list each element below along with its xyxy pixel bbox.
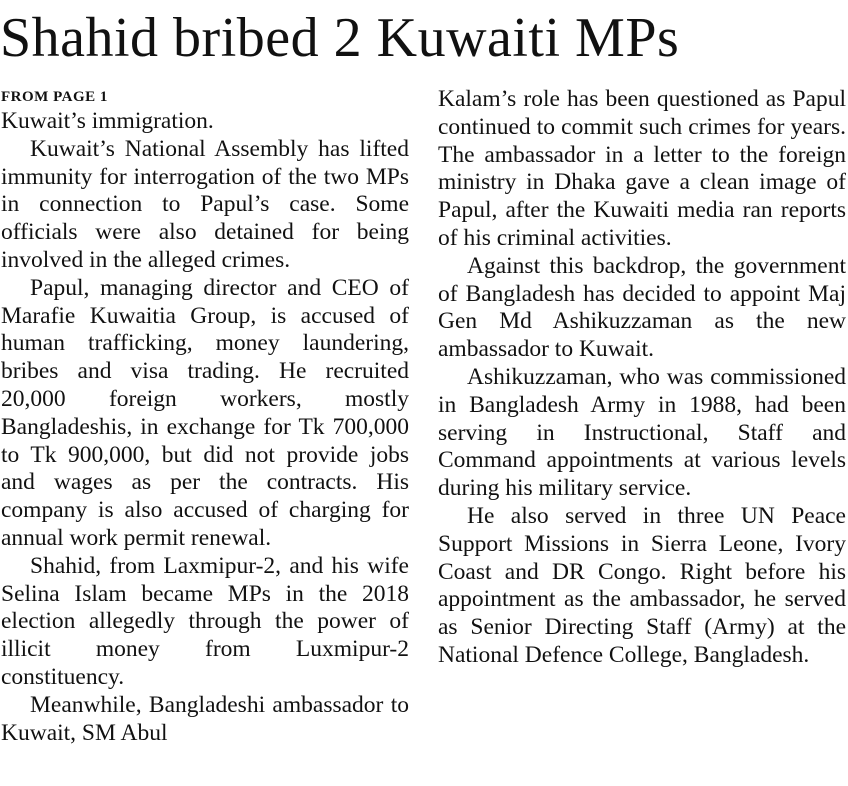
continuation-kicker: FROM PAGE 1 [1, 89, 108, 105]
article-paragraph: He also served in three UN Peace Support Missions in Sierra Leone, Ivory Coast and DR Congo. Right before his appointment as the ambassador, he served as Senior Directing Staff (Army) at the National Defence College, Bangladesh. [438, 502, 846, 668]
article-paragraph: Kuwait’s immigration. [1, 108, 214, 134]
article-paragraph: Shahid, from Laxmipur-2, and his wife Selina Islam became MPs in the 2018 election allegedly through the power of illicit money from Luxmipur-2 constituency. [1, 552, 409, 690]
article-paragraph: Kalam’s role has been questioned as Papul continued to commit such crimes for years. The ambassador in a letter to the foreign ministry in Dhaka gave a clean image of Papul, after the Kuwaiti media ran reports of his criminal activities. [438, 86, 846, 251]
article-paragraph: Papul, managing director and CEO of Marafie Kuwaitia Group, is accused of human trafficking, money laundering, bribes and visa trading. He recruited 20,000 foreign workers, mostly Bangladeshis, in exchange for Tk 700,000 to Tk 900,000, but did not provide jobs and wages as per the contracts. His company is also accused of charging for annual work permit renewal. [1, 274, 409, 551]
article-paragraph: Ashikuzzaman, who was commissioned in Bangladesh Army in 1988, had been serving in Instructional, Staff and Command appointments at various levels during his military service. [438, 363, 846, 502]
article-paragraph: Kuwait’s National Assembly has lifted immunity for interrogation of the two MPs in connection to Papul’s case. Some officials were also detained for being involved in the alleged crimes. [1, 135, 409, 273]
article-column-left [1, 86, 409, 747]
article-paragraph: Meanwhile, Bangladeshi ambassador to Kuwait, SM Abul [1, 691, 409, 746]
article-column-right [438, 86, 846, 670]
headline: Shahid bribed 2 Kuwaiti MPs [0, 7, 680, 69]
article-paragraph: Against this backdrop, the government of Bangladesh has decided to appoint Maj Gen Md Ashikuzzaman as the new ambassador to Kuwait. [438, 252, 846, 363]
